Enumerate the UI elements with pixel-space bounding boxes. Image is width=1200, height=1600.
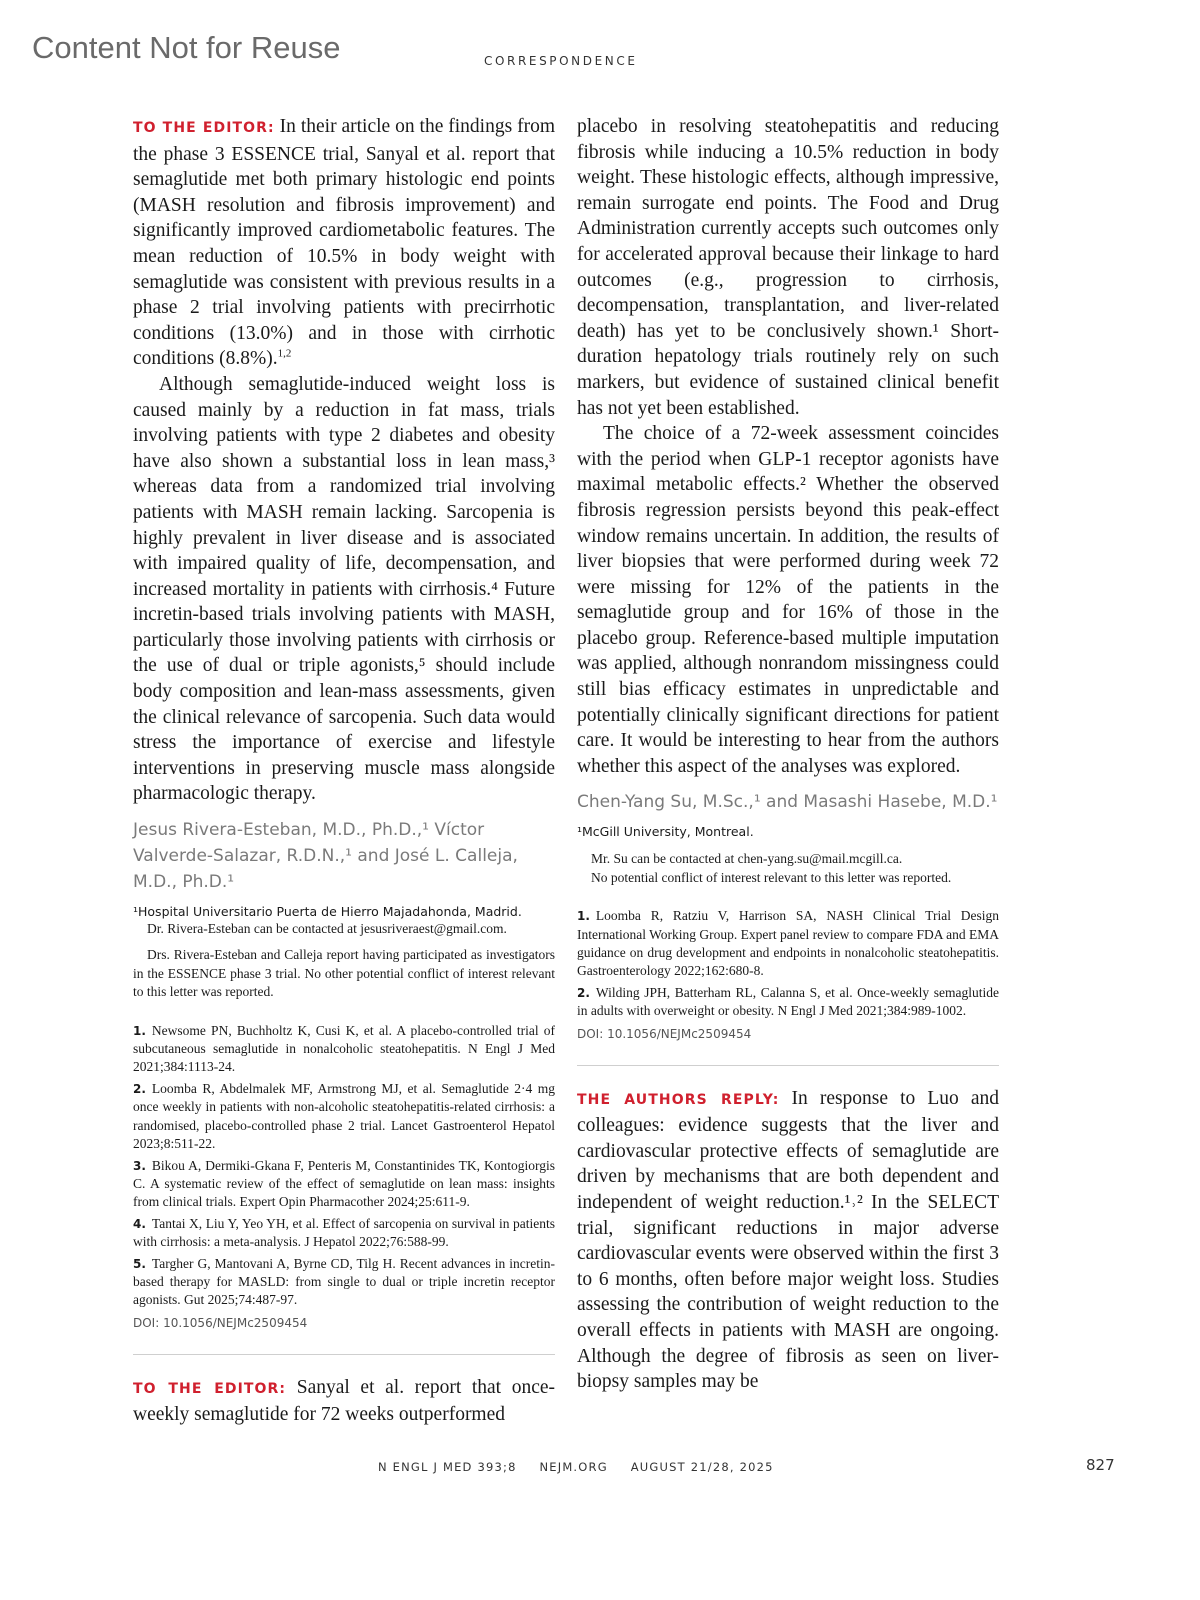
reference-number: 3. [133,1158,146,1173]
reference-item [133,1080,555,1154]
reference-item [133,1215,555,1252]
reference-text: Targher G, Mantovani A, Byrne CD, Tilg H. Recent advances in incretin-based therapy for MASLD: from single to dual or triple incretin receptor agonists. Gut 2025;74:487-97. [133,1255,555,1308]
watermark: Content Not for Reuse [32,30,341,65]
reference-text: Tantai X, Liu Y, Yeo YH, et al. Effect of sarcopenia on survival in patients with cirrhosis: a meta-analysis. J Hepatol 2022;76:588-99. [133,1215,555,1250]
letter2-contact: Mr. Su can be contacted at chen-yang.su@mail.mcgill.ca. [591,851,903,867]
letter2-disclosure: No potential conflict of interest relevant to this letter was reported. [591,869,952,885]
letter2-paragraph-2: The choice of a 72-week assessment coincides with the period when GLP-1 receptor agonists have maximal metabolic effects.² Whether the observed fibrosis regression persists beyond this peak-effect window remains uncertain. In addition, the results of liver biopsies that were performed during week 72 were missing for 12% of the patients in the semaglutide group and for 16% of those in the placebo group. Reference-based multiple imputation was applied, although nonrandom missingness could still bias efficacy estimates in unpredictable and potentially clinically significant directions for patient care. It would be interesting to hear from the authors whether this aspect of the analyses was explored. [577,423,999,777]
right-column [577,114,999,1395]
letter2-lead: TO THE EDITOR: [133,1380,287,1397]
letter1-affiliation: ¹Hospital Universitario Puerta de Hierro Majadahonda, Madrid. [133,904,522,920]
page-footer [378,1460,792,1474]
letter1-contact: Dr. Rivera-Esteban can be contacted at jesusriveraest@gmail.com. [147,921,507,937]
reply-paragraph [577,1086,999,1395]
letter1-disclosure: Drs. Rivera-Esteban and Calleja report having participated as investigators in the ESSENCE phase 3 trial. No other potential conflict of interest relevant to this letter was reported. [133,947,555,1000]
reference-number: 5. [133,1256,146,1271]
footer-site: NEJM.ORG [539,1460,608,1474]
reference-item [133,1157,555,1212]
letter1-paragraph-1 [133,114,555,372]
footer-journal: N ENGL J MED 393;8 [378,1460,517,1474]
reference-number: 2. [133,1081,146,1096]
running-head: CORRESPONDENCE [484,54,638,68]
letter2-references [577,907,999,1040]
reference-item [577,907,999,981]
reference-number: 4. [133,1216,146,1231]
letter2-paragraph-1-cont: placebo in resolving steatohepatitis and reducing fibrosis while inducing a 10.5% reduction in body weight. These histologic effects, although impressive, remain surrogate end points. The Food and Drug Administration currently accepts such outcomes only for accelerated approval because their linkage to hard outcomes (e.g., progression to cirrhosis, decompensation, transplantation, and liver-related death) has yet to be conclusively shown.¹ Short-duration hepatology trials routinely rely on such markers, but evidence of sustained clinical benefit has not yet been established. [577,116,999,419]
letter2-p1-left-text: Sanyal et al. report that once-weekly semaglutide for 72 weeks outperformed [133,1376,556,1426]
reference-number: 1. [133,1023,146,1038]
letter1-p1-citation: 1,2 [277,347,292,360]
letter1-doi: DOI: 10.1056/NEJMc2509454 [133,1315,308,1330]
reference-number: 1. [577,909,590,924]
reference-item [577,984,999,1021]
section-divider [133,1354,555,1355]
reference-text: Bikou A, Dermiki-Gkana F, Penteris M, Constantinides TK, Kontogiorgis C. A systematic review of the effect of semaglutide on lean mass: insights from clinical trials. Expert Opin Pharmacother 2024;25:611-9. [133,1157,555,1210]
letter1-lead: TO THE EDITOR: [133,120,275,136]
reference-text: Loomba R, Abdelmalek MF, Armstrong MJ, et al. Semaglutide 2·4 mg once weekly in patients with non-alcoholic steatohepatitis-related cirrhosis: a randomised, placebo-controlled phase 2 trial. Lancet Gastroenterol Hepatol 2023;8:511-22. [133,1080,555,1152]
reference-item [133,1022,555,1077]
left-column [133,114,555,1428]
reference-text: Loomba R, Ratziu V, Harrison SA, NASH Clinical Trial Design International Working Group. Expert panel review to compare FDA and EMA guidance on drug development and endpoints in nonalcoholic steatohepatitis. Gastroenterology 2022;162:680-8. [577,908,999,979]
reference-text: Wilding JPH, Batterham RL, Calanna S, et al. Once-weekly semaglutide in adults with overweight or obesity. N Engl J Med 2021;384:989-1002. [577,984,999,1019]
reference-number: 2. [577,985,590,1000]
reference-item [133,1255,555,1310]
letter1-references [133,1022,555,1330]
section-divider [577,1065,999,1066]
footer-date: AUGUST 21/28, 2025 [630,1460,774,1474]
reply-lead: THE AUTHORS REPLY: [577,1091,780,1108]
letter2-affiliation: ¹McGill University, Montreal. [577,824,754,840]
letter1-authors: Jesus Rivera-Esteban, M.D., Ph.D.,¹ Víctor Valverde-Salazar, R.D.N.,¹ and José L. Calleja, M.D., Ph.D.¹ [133,820,518,893]
letter2-doi: DOI: 10.1056/NEJMc2509454 [577,1026,752,1041]
letter2-authors: Chen-Yang Su, M.Sc.,¹ and Masashi Hasebe, M.D.¹ [577,792,998,813]
letter1-paragraph-2: Although semaglutide-induced weight loss is caused mainly by a reduction in fat mass, trials involving patients with type 2 diabetes and obesity have also shown a substantial loss in lean mass,³ whereas data from a randomized trial involving patients with MASH remain lacking. Sarcopenia is highly prevalent in liver disease and is associated with impaired quality of life, decompensation, and increased mortality in patients with cirrhosis.⁴ Future incretin-based trials involving patients with MASH, particularly those involving patients with cirrhosis or the use of dual or triple agonists,⁵ should include body composition and lean-mass assessments, given the clinical relevance of sarcopenia. Such data would stress the importance of exercise and lifestyle interventions in preserving muscle mass alongside pharmacologic therapy. [133,373,555,805]
letter1-p1-text: In their article on the findings from the phase 3 ESSENCE trial, Sanyal et al. report that semaglutide met both primary histologic end points (MASH resolution and fibrosis improvement) and significantly improved cardiometabolic features. The mean reduction of 10.5% in body weight with semaglutide was consistent with previous results in a phase 2 trial involving patients with precirrhotic conditions (13.0%) and in those with cirrhotic conditions (8.8%). [133,116,556,370]
letter2-paragraph-1-start [133,1375,555,1428]
reply-text: In response to Luo and colleagues: evidence suggests that the liver and cardiovascular protective effects of semaglutide are driven by mechanisms that are both dependent and independent of weight reduction.¹˒² In the SELECT trial, significant reductions in major adverse cardiovascular events were observed within the first 3 to 6 months, often before major weight loss. Studies assessing the contribution of weight reduction to the overall effects in patients with MASH are ongoing. Although the degree of fibrosis as seen on liver-biopsy samples may be [577,1087,999,1393]
reference-text: Newsome PN, Buchholtz K, Cusi K, et al. A placebo-controlled trial of subcutaneous semaglutide in nonalcoholic steatohepatitis. N Engl J Med 2021;384:1113-24. [133,1022,555,1075]
page-number: 827 [1086,1456,1115,1474]
